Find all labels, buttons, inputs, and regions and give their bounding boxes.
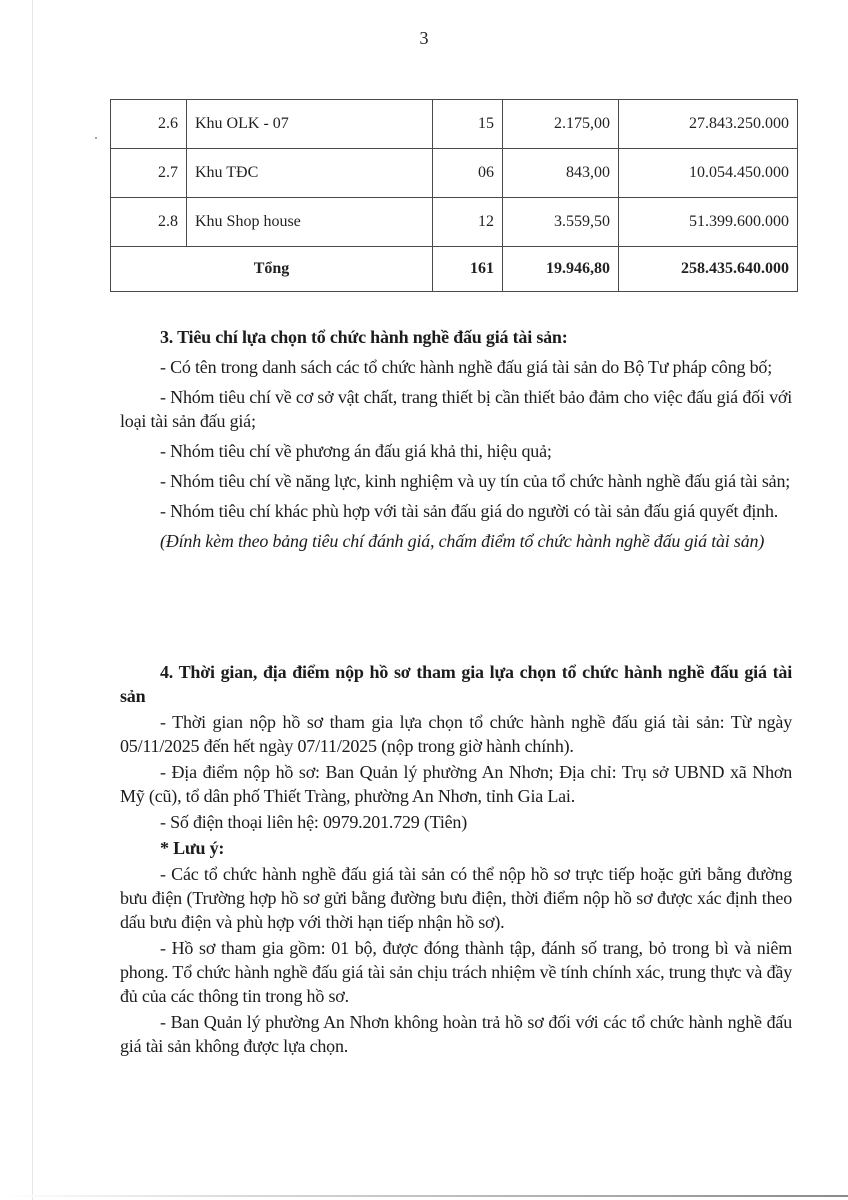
section-3-note: (Đính kèm theo bảng tiêu chí đánh giá, chấm điểm tổ chức hành nghề đấu giá tài sản) (160, 531, 765, 551)
section-3-item: - Nhóm tiêu chí về cơ sở vật chất, trang thiết bị cần thiết bảo đảm cho việc đấu giá đối với loại tài sản đấu giá; (120, 387, 792, 431)
page-number: 3 (419, 28, 429, 48)
total-area: 19.946,80 (503, 247, 619, 292)
note-item: - Hồ sơ tham gia gồm: 01 bộ, được đóng thành tập, đánh số trang, bỏ trong bì và niêm phong. Tổ chức hành nghề đấu giá tài sản chịu trách nhiệm về tính chính xác, trung thực và đầy đủ của các thông tin trong hồ sơ. (120, 938, 792, 1006)
scan-page-edge-left (32, 0, 33, 1200)
note-heading: * Lưu ý: (160, 838, 225, 858)
cell-name: Khu TĐC (187, 149, 433, 198)
section-3-item: - Nhóm tiêu chí về phương án đấu giá khả thi, hiệu quả; (160, 441, 552, 461)
table-total-row (111, 247, 798, 292)
section-3-item: - Có tên trong danh sách các tổ chức hành nghề đấu giá tài sản do Bộ Tư pháp công bố; (160, 357, 773, 377)
cell-area: 3.559,50 (503, 198, 619, 247)
note-item: - Các tổ chức hành nghề đấu giá tài sản có thể nộp hồ sơ trực tiếp hoặc gửi bằng đường bưu điện (Trường hợp hồ sơ gửi bằng đường bưu điện, thời điểm nộp hồ sơ được xác định theo dấu bưu điện và phù hợp với thời hạn tiếp nhận hồ sơ). (120, 864, 792, 932)
cell-area: 843,00 (503, 149, 619, 198)
cell-value: 51.399.600.000 (619, 198, 798, 247)
section-3-item: - Nhóm tiêu chí khác phù hợp với tài sản đấu giá do người có tài sản đấu giá quyết định. (160, 501, 779, 521)
table-row (111, 100, 798, 149)
section-4-item: - Thời gian nộp hồ sơ tham gia lựa chọn tổ chức hành nghề đấu giá tài sản: Từ ngày 05/11/2025 đến hết ngày 07/11/2025 (nộp trong giờ hành chính). (120, 712, 792, 756)
note-item: - Ban Quản lý phường An Nhơn không hoàn trả hồ sơ đối với các tổ chức hành nghề đấu giá tài sản không được lựa chọn. (120, 1012, 792, 1056)
cell-qty: 15 (433, 100, 503, 149)
section-3-item: - Nhóm tiêu chí về năng lực, kinh nghiệm và uy tín của tổ chức hành nghề đấu giá tài sản; (160, 471, 791, 491)
total-value: 258.435.640.000 (619, 247, 798, 292)
total-label: Tổng (111, 247, 433, 292)
scan-page-edge-bottom (0, 1195, 848, 1197)
table-row (111, 149, 798, 198)
section-4 (120, 660, 792, 1060)
section-4-heading: 4. Thời gian, địa điểm nộp hồ sơ tham gia lựa chọn tổ chức hành nghề đấu giá tài sản (120, 662, 792, 706)
table-row (111, 198, 798, 247)
cell-qty: 12 (433, 198, 503, 247)
cell-name: Khu OLK - 07 (187, 100, 433, 149)
cell-stt: 2.8 (111, 198, 187, 247)
cell-value: 27.843.250.000 (619, 100, 798, 149)
cell-qty: 06 (433, 149, 503, 198)
scan-speck (95, 137, 97, 139)
section-3-heading: 3. Tiêu chí lựa chọn tổ chức hành nghề đấu giá tài sản: (160, 327, 568, 347)
section-3 (120, 325, 792, 559)
land-lots-table (110, 99, 798, 292)
total-qty: 161 (433, 247, 503, 292)
cell-stt: 2.7 (111, 149, 187, 198)
section-4-item: - Số điện thoại liên hệ: 0979.201.729 (Tiên) (160, 812, 468, 832)
cell-area: 2.175,00 (503, 100, 619, 149)
cell-stt: 2.6 (111, 100, 187, 149)
cell-name: Khu Shop house (187, 198, 433, 247)
section-4-item: - Địa điểm nộp hồ sơ: Ban Quản lý phường An Nhơn; Địa chỉ: Trụ sở UBND xã Nhơn Mỹ (cũ), tổ dân phố Thiết Tràng, phường An Nhơn, tỉnh Gia Lai. (120, 762, 792, 806)
cell-value: 10.054.450.000 (619, 149, 798, 198)
